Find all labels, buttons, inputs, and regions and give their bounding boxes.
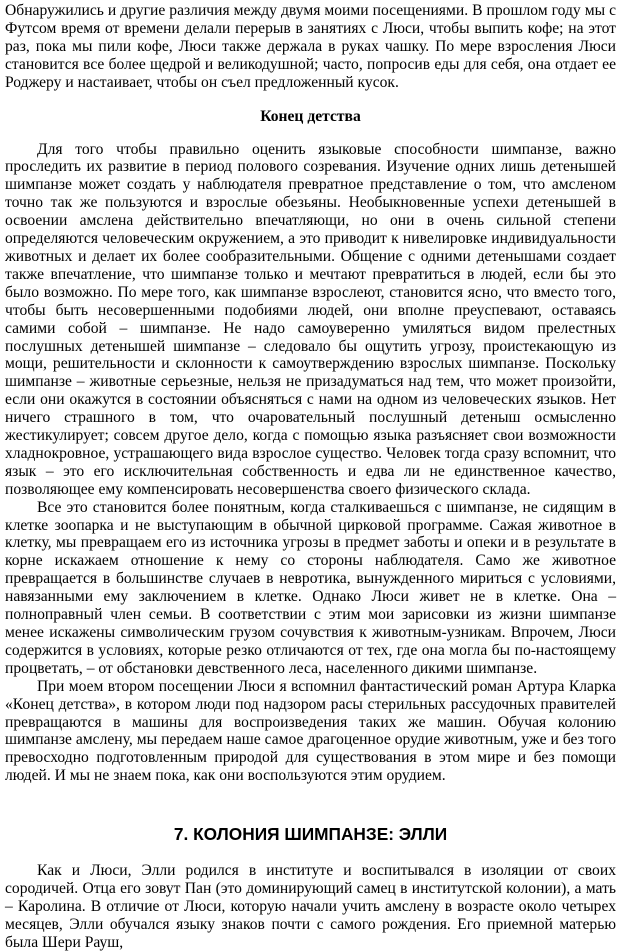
section-paragraph: Для того чтобы правильно оценить языковые способности шимпанзе, важно проследить их развитие в период полового созревания. Изучение одних лишь детенышей шимпанзе может создать у наблюдателя превратное представление о том, что амсленом точно так же пользуются и взрослые обезьяны. Необыкновенные успехи детенышей в освоении амслена действительно впечатляющи, но они в очень сильной степени определяются человеческим окружением, а это приводит к нивелировке индивидуальности животных и делает их более сообразительными. Общение с одними детенышами создает также впечатление, что шимпанзе только и мечтают превратиться в людей, если бы это было возможно. По мере того, как шимпанзе взрослеют, становится ясно, что вместо того, чтобы быть несовершенными подобиями людей, они вполне преуспевают, оставаясь самими собой – шимпанзе. Не надо самоуверенно умиляться видом прелестных послушных детенышей шимпанзе – следовало бы ощутить угрозу, проистекающую из мощи, решительности и склонности к самоутверждению взрослых шимпанзе. Поскольку шимпанзе – животные серьезные, нельзя не призадуматься над тем, что может произойти, если они окажутся в состоянии объясняться с нами на одном из человеческих языков. Нет ничего страшного в том, что очаровательный послушный детеныш осмысленно жестикулирует; совсем другое дело, когда с помощью языка разъясняет свои возможности хладнокровное, устрашающего вида взрослое существо. Человек тогда сразу вспомнит, что язык – это его исключительная собственность и едва ли не единственное качество, позволяющее ему компенсировать несовершенства своего физического склада. xyxy=(5,140,616,498)
section-heading: Конец детства xyxy=(260,107,361,125)
chapter-paragraph: Как и Люси, Элли родился в институте и воспитывался в изоляции от своих сородичей. Отца его зовут Пан (это доминирующий самец в институтской колонии), а мать – Каролина. В отличие от Люси, которую начали учить амслену в возрасте около четырех месяцев, Элли обучался языку знаков почти с самого рождения. Его приемной матерью была Шери Рауш, xyxy=(5,862,616,951)
chapter-heading: 7. КОЛОНИЯ ШИМПАНЗЕ: ЭЛЛИ xyxy=(173,824,448,845)
section-paragraph: Все это становится более понятным, когда сталкиваешься с шимпанзе, не сидящим в клетке зоопарка и не выступающим в обычной цирковой программе. Сажая животное в клетку, мы превращаем его из источника угрозы в предмет заботы и опеки и в результате в корне искажаем отношение к нему со стороны наблюдателя. Само же животное превращается в большинстве случаев в невротика, вынужденного мириться с условиями, навязанными ему заключением в клетке. Однако Люси живет не в клетке. Она – полноправный член семьи. В соответствии с этим мои зарисовки из жизни шимпанзе менее искажены символическим грузом сочувствия к животным-узникам. Впрочем, Люси содержится в условиях, которые резко отличаются от тех, где она могла бы по-настоящему процветать, – от обстановки девственного леса, населенного дикими шимпанзе. xyxy=(5,498,616,677)
intro-paragraph: Обнаружились и другие различия между двумя моими посещениями. В прошлом году мы с Футсом время от времени делали перерыв в занятиях с Люси, чтобы выпить кофе; на этот раз, пока мы пили кофе, Люси также держала в руках чашку. По мере взросления Люси становится все более щедрой и великодушной; часто, попросив еды для себя, она отдает ее Роджеру и настаивает, чтобы он съел предложенный кусок. xyxy=(5,2,616,91)
section-paragraph: При моем втором посещении Люси я вспомнил фантастический роман Артура Кларка «Конец детства», в котором люди под надзором расы стерильных рассудочных правителей превращаются в машины для воспроизведения таких же машин. Обучая колонию шимпанзе амслену, мы передаем наше самое драгоценное орудие животным, уже и без того превосходно подготовленным природой для существования в этом мире и без помощи людей. И мы не знаем пока, как они воспользуются этим орудием. xyxy=(5,677,616,785)
document-page xyxy=(5,2,616,952)
